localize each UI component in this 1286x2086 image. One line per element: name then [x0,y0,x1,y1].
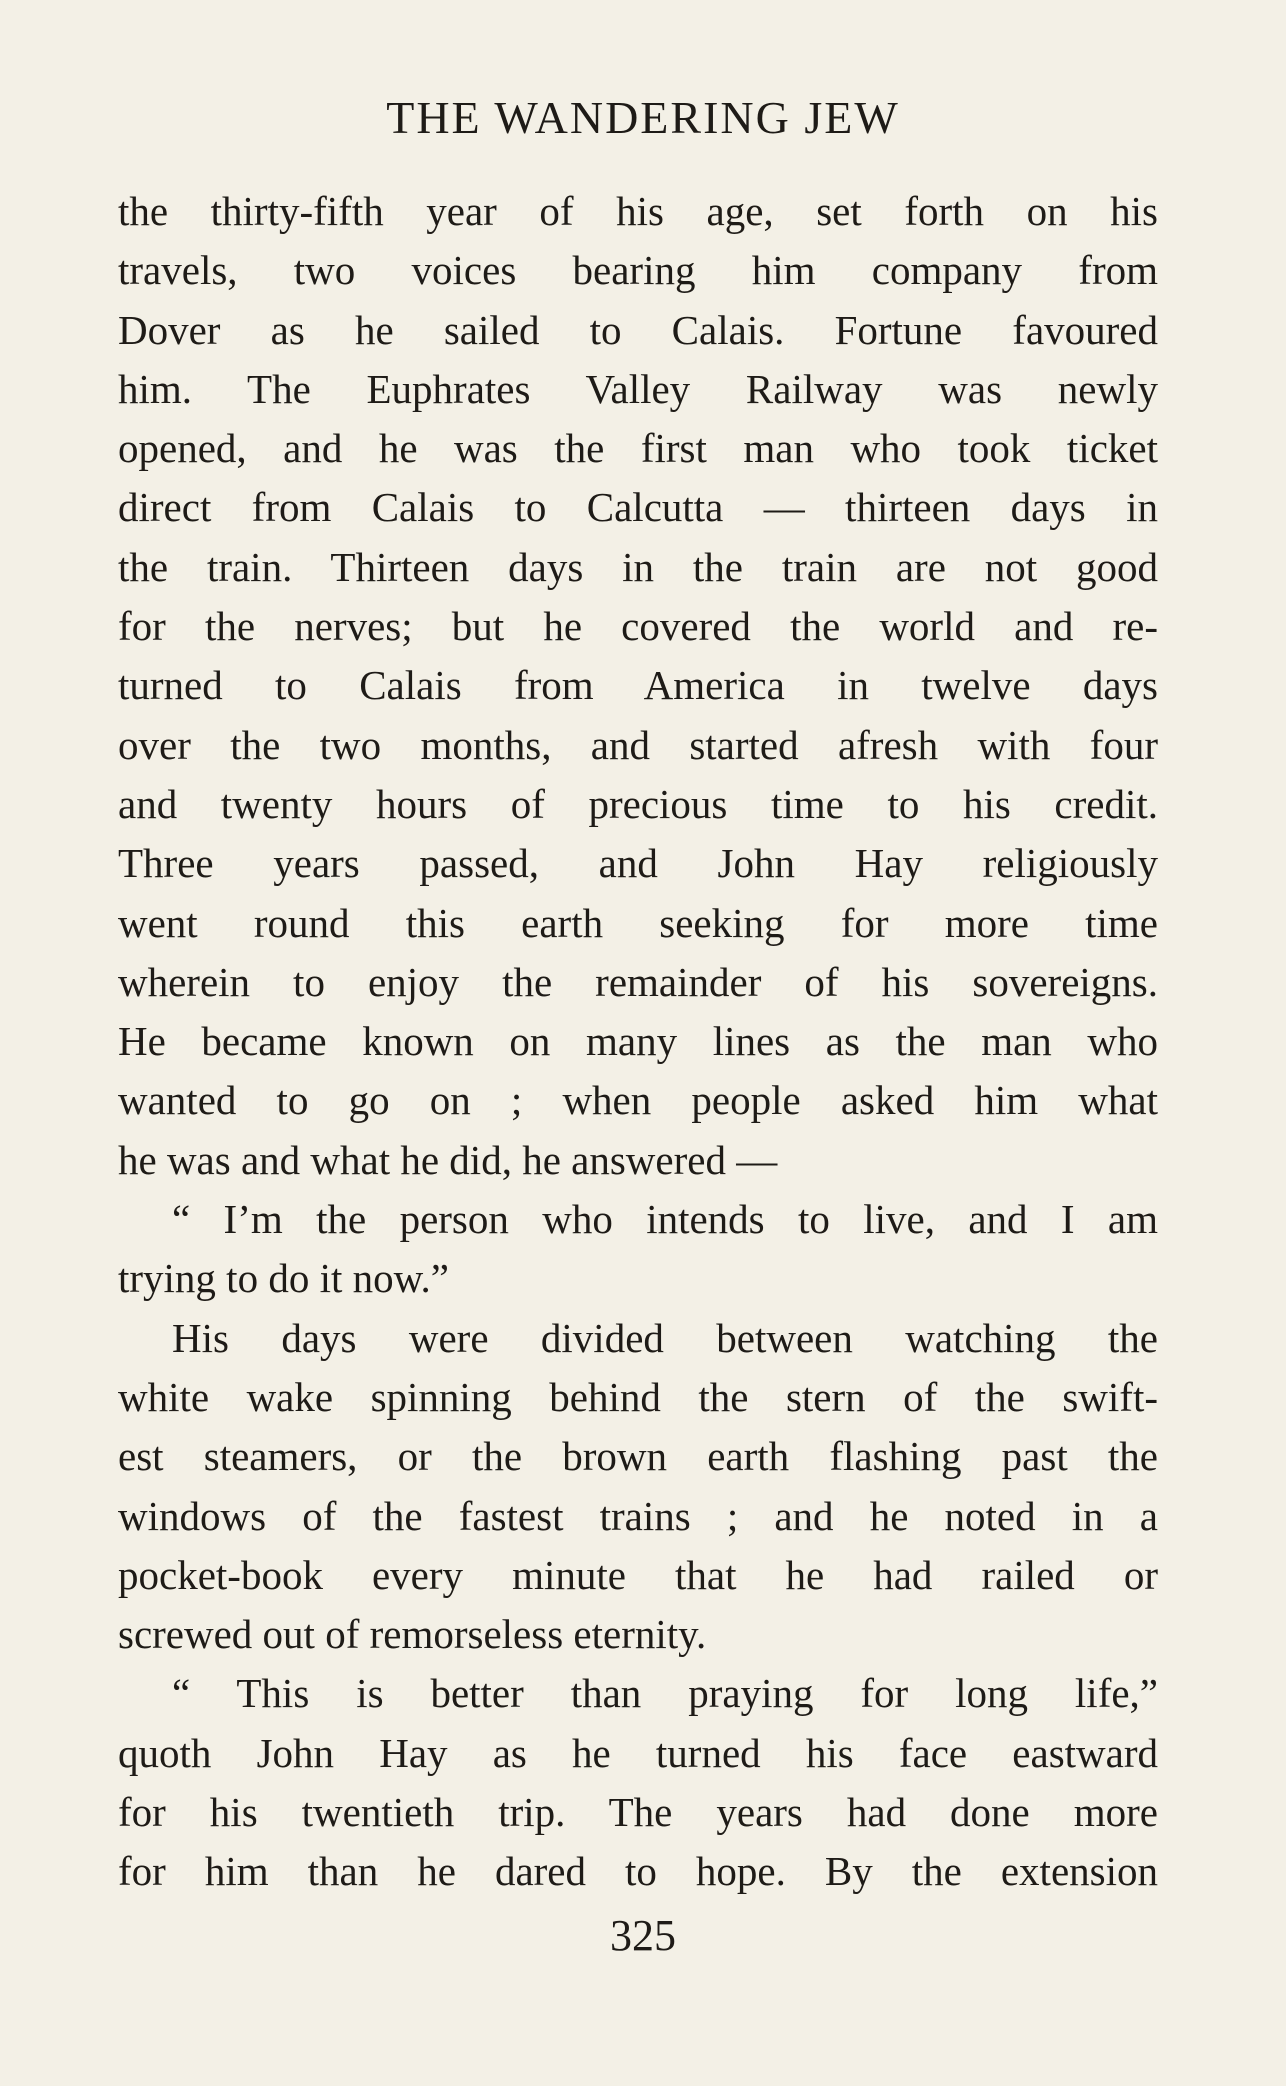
text-line: Dover as he sailed to Calais. Fortune favoured [118,306,1158,353]
text-line: pocket-book every minute that he had railed or [118,1551,1158,1598]
text-line: Three years passed, and John Hay religiously [118,840,1158,887]
running-title: THE WANDERING JEW [386,92,900,143]
text-line: “ I’m the person who intends to live, and I am [172,1196,1158,1243]
text-line: for his twentieth trip. The years had done more [118,1789,1158,1836]
text-line: the train. Thirteen days in the train are not good [118,543,1158,590]
text-line: quoth John Hay as he turned his face eastward [118,1729,1158,1776]
text-line: travels, two voices bearing him company from [118,247,1158,294]
text-line: he was and what he did, he answered — [118,1136,778,1183]
text-line: white wake spinning behind the stern of the swift- [118,1373,1158,1420]
body-text [118,182,1158,1902]
text-line: for him than he dared to hope. By the extension [118,1848,1158,1895]
text-line: His days were divided between watching the [172,1314,1158,1361]
text-line: turned to Calais from America in twelve days [118,662,1158,709]
text-line: windows of the fastest trains ; and he noted in a [118,1492,1158,1539]
text-line: wanted to go on ; when people asked him what [118,1077,1158,1124]
text-line: opened, and he was the first man who took ticket [118,425,1158,472]
text-line: went round this earth seeking for more time [118,899,1158,946]
text-line: direct from Calais to Calcutta — thirteen days in [118,484,1158,531]
text-line: trying to do it now.” [118,1255,450,1302]
text-line: him. The Euphrates Valley Railway was newly [118,365,1158,412]
text-line: and twenty hours of precious time to his credit. [118,780,1158,827]
text-line: wherein to enjoy the remainder of his sovereigns. [118,958,1158,1005]
text-line: for the nerves; but he covered the world and re- [118,603,1158,650]
text-line: the thirty-fifth year of his age, set forth on his [118,188,1158,234]
text-line: over the two months, and started afresh with four [118,721,1158,768]
text-line: screwed out of remorseless eternity. [118,1611,707,1658]
text-line: “ This is better than praying for long life,” [172,1670,1158,1717]
text-line: He became known on many lines as the man who [118,1018,1158,1065]
page-number: 325 [610,1911,676,1960]
text-line: est steamers, or the brown earth flashing past the [118,1433,1158,1480]
